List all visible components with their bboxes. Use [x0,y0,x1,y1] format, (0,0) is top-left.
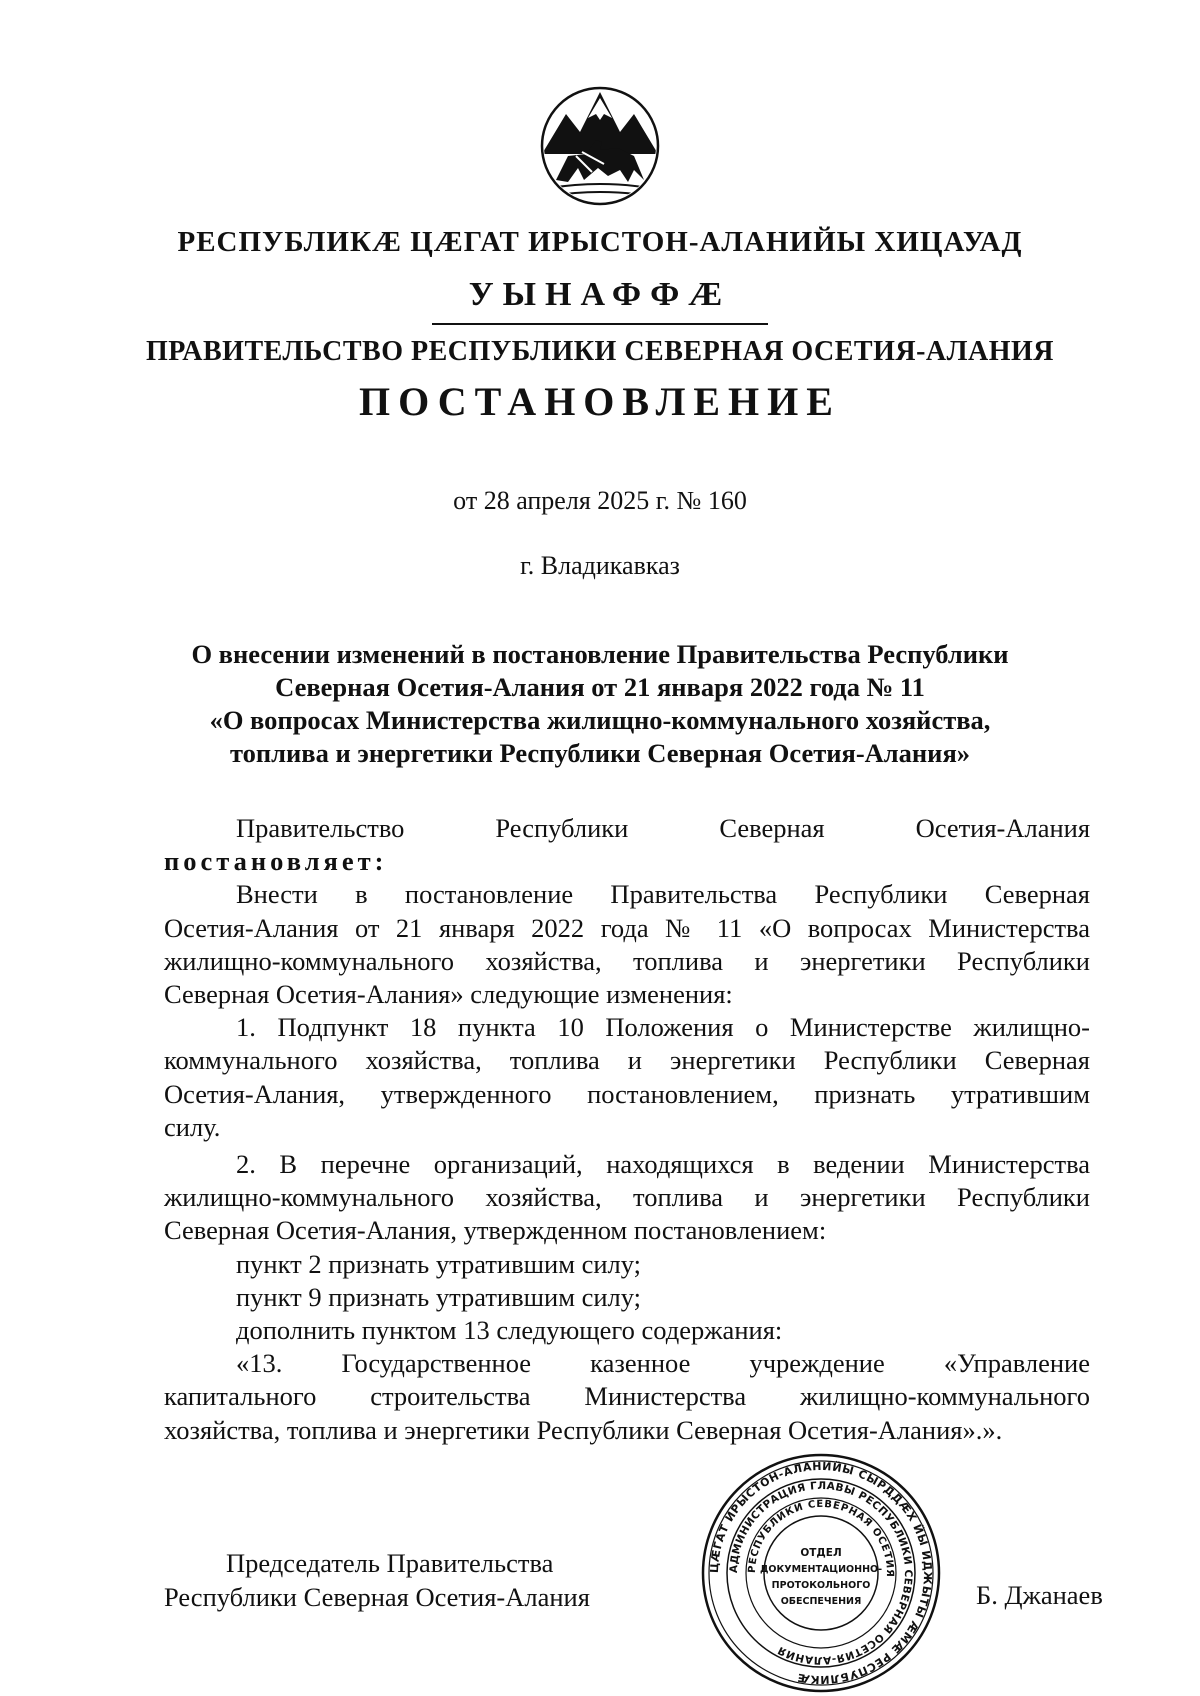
body-line: «13. Государственное казенное учреждение «Управление [236,1348,1090,1379]
document-date-number: от 28 апреля 2025 г. № 160 [453,486,747,515]
body-line: силу. [164,1111,221,1142]
title-line: топлива и энергетики Республики Северная Осетия-Алания» [229,738,971,768]
stamp-inner-text: РЕСПУБЛИКИ СЕВЕРНАЯ ОСЕТИЯ [746,1498,896,1578]
stamp-center-line: ПРОТОКОЛЬНОГО [771,1580,871,1591]
document-body [164,812,1090,1447]
body-line: коммунального хозяйства, топлива и энергетики Республики Северная [164,1045,1090,1076]
stamp-center-line: ОБЕСПЕЧЕНИЯ [780,1596,862,1607]
body-line: Северная Осетия-Алания» следующие изменения: [164,979,733,1010]
body-line: Северная Осетия-Алания, утвержденном постановлением: [164,1215,827,1246]
header-divider [432,323,768,325]
document-city: г. Владикавказ [520,551,680,580]
header-ossetian-government: РЕСПУБЛИКӔ ЦӔГАТ ИРЫСТОН-АЛАНИЙЫ ХИЦАУАД [177,226,1023,258]
stamp-outer-text: ЦӔГАТ ИРЫСТОН-АЛАНИЙЫ СЫРДДӔХ ЙЫ ИДЖЫТЫ ӔМӔ РЕСПУБЛИКӔ [707,1459,935,1687]
intro-word: Республики [495,813,629,843]
stamp-center-line: ОТДЕЛ [800,1547,842,1559]
official-stamp [700,1452,942,1694]
body-line: Внести в постановление Правительства Республики Северная [236,879,1090,910]
coat-of-arms-emblem [538,84,662,208]
header-russian-decree: ПОСТАНОВЛЕНИЕ [359,379,841,424]
signer-name: Б. Джанаев [976,1580,1103,1610]
intro-word: Северная [719,813,825,843]
document-title [130,638,1070,770]
signer-position-line2: Республики Северная Осетия-Алания [164,1582,590,1612]
body-line: жилищно-коммунального хозяйства, топлива и энергетики Республики [164,1182,1090,1213]
intro-word: Правительство [236,813,405,843]
body-line: дополнить пунктом 13 следующего содержания: [236,1315,783,1346]
body-line: 1. Подпункт 18 пункта 10 Положения о Министерстве жилищно- [236,1012,1090,1043]
body-line: 2. В перечне организаций, находящихся в ведении Министерства [236,1149,1090,1180]
body-line: пункт 2 признать утратившим силу; [236,1248,642,1279]
stamp-center-line: ДОКУМЕНТАЦИОННО- [759,1564,883,1575]
stamp-middle-text: АДМИНИСТРАЦИЯ ГЛАВЫ РЕСПУБЛИКИ СЕВЕРНАЯ ОСЕТИЯ-АЛАНИЯ [727,1479,915,1667]
body-line: хозяйства, топлива и энергетики Республики Северная Осетия-Алания».». [164,1414,1003,1445]
signature-block [164,1546,590,1614]
body-line: Осетия-Алания от 21 января 2022 года № 11 «О вопросах Министерства [164,912,1090,943]
title-line: О внесении изменений в постановление Правительства Республики [191,639,1009,669]
body-line: пункт 9 признать утратившим силу; [236,1281,642,1312]
body-line: капитального строительства Министерства жилищно-коммунального [164,1381,1090,1412]
signer-position: Председатель Правительства [226,1548,554,1578]
body-line: Осетия-Алания, утвержденного постановлением, признать утратившим [164,1078,1090,1109]
title-line: Северная Осетия-Алания от 21 января 2022 года № 11 [275,672,925,702]
intro-line [164,812,1090,845]
decree-word: постановляет: [164,846,388,877]
header-ossetian-decree: УЫНАФФӔ [468,276,732,313]
body-line: жилищно-коммунального хозяйства, топлива и энергетики Республики [164,945,1090,976]
title-line: «О вопросах Министерства жилищно-коммунального хозяйства, [209,705,991,735]
header-russian-government: ПРАВИТЕЛЬСТВО РЕСПУБЛИКИ СЕВЕРНАЯ ОСЕТИЯ-АЛАНИЯ [145,336,1055,367]
intro-word: Осетия-Алания [915,813,1091,843]
